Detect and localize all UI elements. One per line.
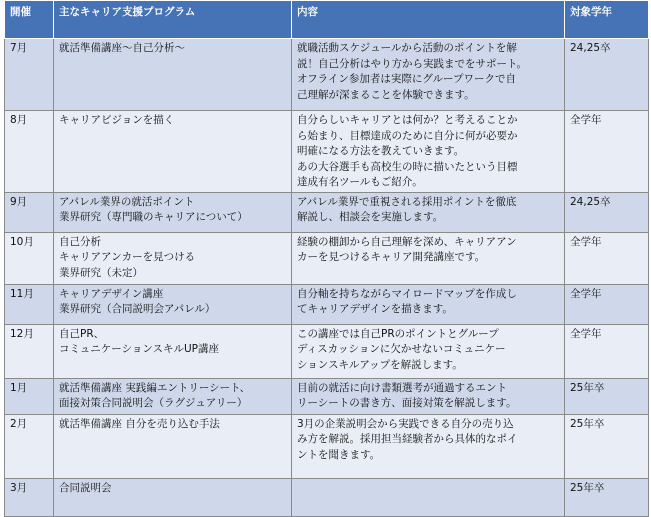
content-line: 目前の就活に向け書類選考が通過するエント — [297, 381, 507, 394]
content-line: 説！自己分析はやり方から実践までをサポート。 — [297, 57, 528, 70]
program-line: 自己分析 — [59, 235, 101, 248]
program-line: 業界研究（専門職のキャリアについて） — [59, 211, 248, 223]
header-target: 対象学年 — [565, 1, 649, 39]
cell-target: 24,25卒 — [565, 192, 649, 232]
content-line: てキャリアデザインを描きます。 — [297, 303, 453, 315]
header-month: 開催 — [5, 1, 54, 39]
program-line: 就活準備講座〜自己分析〜 — [59, 42, 185, 54]
header-content: 内容 — [292, 1, 565, 39]
cell-month: 8月 — [5, 111, 54, 193]
content-line: 3月の企業説明会から実践できる自分の売り込 — [297, 417, 514, 430]
cell-program — [54, 111, 292, 193]
content-line: ら始まり、目標達成のために自分に何が必要か — [297, 129, 518, 142]
program-line: 自己PR、 — [59, 327, 105, 340]
content-line: み方を解説。採用担当経験者から具体的なポイ — [297, 433, 518, 445]
table-row — [5, 378, 649, 414]
career-program-table — [4, 0, 649, 517]
cell-content — [292, 111, 565, 193]
content-line: 明確になる方法を教えていきます。 — [297, 145, 465, 157]
program-line: 合同説明会 — [59, 481, 112, 494]
cell-target: 全学年 — [565, 111, 649, 193]
program-line: キャリアデザイン講座 — [59, 287, 164, 300]
program-line: 業界研究（未定） — [59, 266, 143, 279]
program-line: キャリアビジョンを描く — [59, 114, 175, 126]
cell-program — [54, 192, 292, 232]
table-row — [5, 284, 649, 324]
content-line: ションスキルアップを解説します。 — [297, 358, 463, 371]
cell-program — [54, 414, 292, 478]
table-row — [5, 111, 649, 193]
table-header-row — [5, 1, 649, 39]
content-line: リーシートの書き方、面接対策を解説します。 — [297, 397, 517, 409]
cell-content — [292, 378, 565, 414]
program-line: 業界研究（合同説明会アパレル） — [59, 303, 216, 315]
cell-target: 全学年 — [565, 232, 649, 284]
cell-content — [292, 232, 565, 284]
cell-target: 25年卒 — [565, 378, 649, 414]
program-line: アパレル業界の就活ポイント — [59, 195, 195, 208]
content-line: この講座では自己PRのポイントとグループ — [297, 327, 499, 340]
content-line: 己理解が深まることを体験できます。 — [297, 88, 475, 101]
table-row — [5, 39, 649, 111]
program-line: キャリアアンカーを見つける — [59, 251, 196, 263]
content-line: ントを聞きます。 — [297, 448, 381, 461]
cell-content — [292, 414, 565, 478]
content-line: 達成有名ツールもご紹介。 — [297, 176, 423, 188]
cell-content — [292, 284, 565, 324]
cell-month: 3月 — [5, 478, 54, 516]
cell-month: 9月 — [5, 192, 54, 232]
program-line: 就活準備講座 実践編エントリーシート、 — [59, 381, 251, 394]
cell-month: 10月 — [5, 232, 54, 284]
cell-program — [54, 378, 292, 414]
cell-target: 全学年 — [565, 284, 649, 324]
header-program: 主なキャリア支援プログラム — [54, 1, 292, 39]
program-line: コミュニケーションスキルUP講座 — [59, 343, 219, 355]
content-line: 解説し、相談会を実施します。 — [297, 211, 444, 223]
table-row — [5, 324, 649, 378]
cell-target: 全学年 — [565, 324, 649, 378]
cell-content — [292, 324, 565, 378]
content-line: 自分軸を持ちながらマイロードマップを作成し — [297, 287, 517, 300]
table-row — [5, 192, 649, 232]
cell-program — [54, 232, 292, 284]
cell-month: 1月 — [5, 378, 54, 414]
cell-program — [54, 39, 292, 111]
content-line: アパレル業界で重視される採用ポイントを徹底 — [297, 195, 517, 208]
cell-content — [292, 478, 565, 516]
table-body — [5, 39, 649, 517]
cell-program — [54, 324, 292, 378]
cell-content — [292, 192, 565, 232]
content-line: カーを見つけるキャリア開発講座です。 — [297, 251, 486, 263]
content-line: ディスカッションに欠かせないコミュニケー — [297, 343, 506, 355]
content-line: 就職活動スケジュールから活動のポイントを解 — [297, 42, 517, 54]
program-line: 面接対策合同説明会（ラグジュアリー） — [59, 397, 248, 409]
career-program-table-container — [4, 0, 648, 517]
cell-month: 2月 — [5, 414, 54, 478]
content-line: 自分らしいキャリアとは何か？と考えることか — [297, 114, 518, 126]
cell-month: 11月 — [5, 284, 54, 324]
content-line: 経験の棚卸から自己理解を深め、キャリアアン — [297, 235, 517, 248]
content-line: あの大谷選手も高校生の時に描いたという目標 — [297, 160, 518, 173]
program-line: 就活準備講座 自分を売り込む手法 — [59, 417, 220, 430]
table-row — [5, 478, 649, 516]
table-row — [5, 232, 649, 284]
cell-target: 25年卒 — [565, 478, 649, 516]
table-row — [5, 414, 649, 478]
content-line: オフライン参加者は実際にグループワークで自 — [297, 73, 517, 85]
cell-target: 24,25卒 — [565, 39, 649, 111]
cell-month: 7月 — [5, 39, 54, 111]
cell-target: 25年卒 — [565, 414, 649, 478]
cell-content — [292, 39, 565, 111]
cell-program — [54, 478, 292, 516]
cell-month: 12月 — [5, 324, 54, 378]
cell-program — [54, 284, 292, 324]
